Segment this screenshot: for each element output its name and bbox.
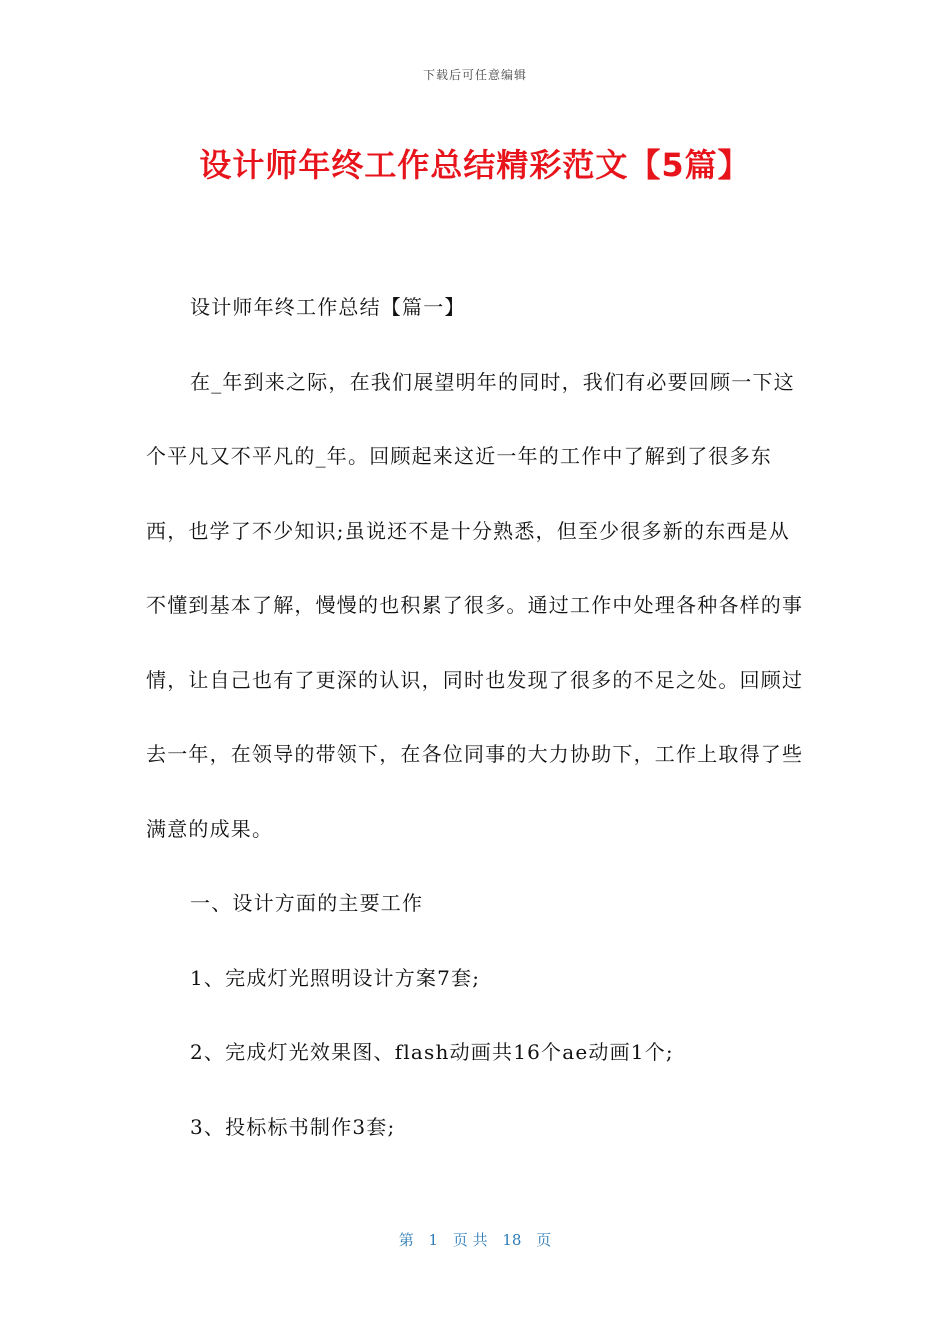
- page-total: 18: [502, 1231, 522, 1249]
- subheading: 一、设计方面的主要工作: [190, 891, 424, 915]
- footer-suffix: 页: [536, 1231, 552, 1249]
- header-note: 下载后可任意编辑: [422, 68, 527, 82]
- footer-prefix: 第: [398, 1231, 414, 1249]
- list-item: 1、完成灯光照明设计方案7套;: [190, 965, 481, 990]
- list-item: 2、完成灯光效果图、flash动画共16个ae动画1个;: [190, 1040, 674, 1064]
- page-footer: [0, 1229, 950, 1250]
- section-heading: 设计师年终工作总结【篇一】: [190, 295, 466, 319]
- document-body: [146, 270, 806, 1164]
- paragraph: 在_年到来之际，在我们展望明年的同时，我们有必要回顾一下这个平凡又不平凡的_年。回顾起来这近一年的工作中了解到了很多东西，也学了不少知识;虽说还不是十分熟悉，但至少很多新的东西是从不懂到基本了解，慢慢的也积累了很多。通过工作中处理各种各样的事情，让自己也有了更深的认识，同时也发现了很多的不足之处。回顾过去一年，在领导的带领下，在各位同事的大力协助下，工作上取得了些满意的成果。: [146, 369, 804, 841]
- footer-middle: 页 共: [452, 1231, 488, 1249]
- page-number: 1: [428, 1231, 439, 1249]
- document-title: 设计师年终工作总结精彩范文【5篇】: [199, 146, 751, 184]
- list-item: 3、投标标书制作3套;: [190, 1114, 396, 1139]
